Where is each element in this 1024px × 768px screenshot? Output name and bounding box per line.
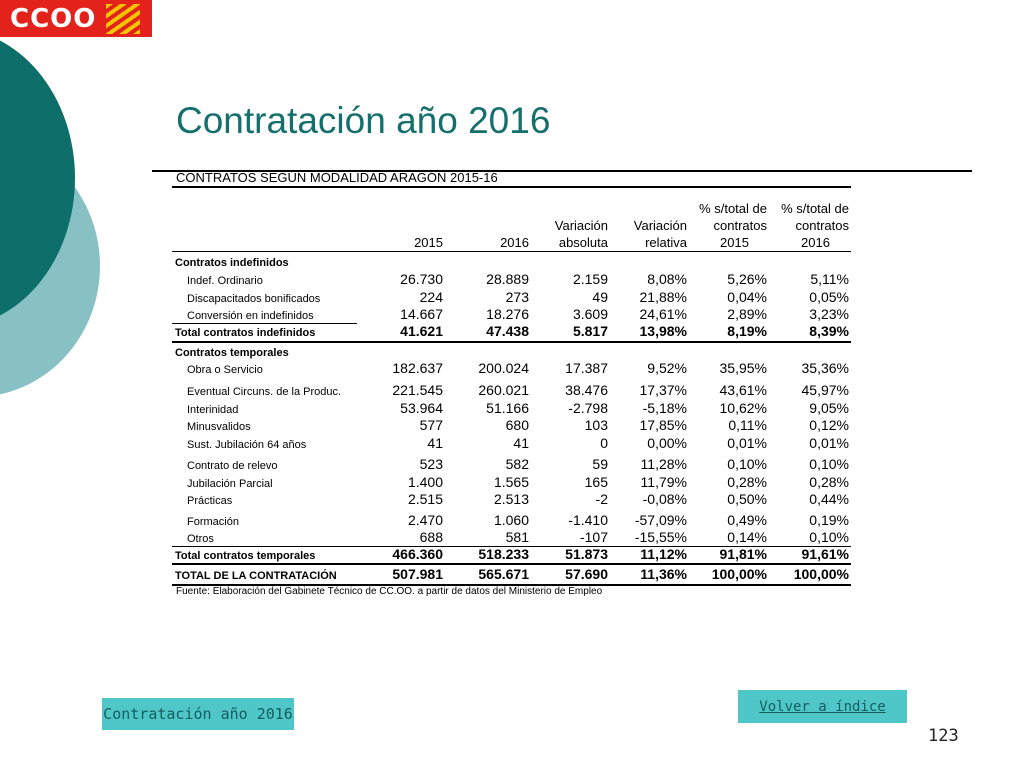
ccoo-logo [0, 0, 152, 37]
table-row: Discapacitados bonificados 224 273 49 21,88% 0,04% 0,05% [187, 289, 849, 305]
table-caption: CONTRATOS SEGÚN MODALIDAD ARAGÓN 2015-16 [176, 170, 498, 185]
table-row: Sust. Jubilación 64 años 41 41 0 0,00% 0,01% 0,01% [187, 435, 849, 451]
header-pct-2015: % s/total de contratos 2015 [699, 201, 767, 250]
table-source-note: Fuente: Elaboración del Gabinete Técnico de CC.OO. a partir de datos del Ministerio de Empleo [176, 586, 603, 597]
table-top-rule [172, 186, 851, 188]
grand-total-row: TOTAL DE LA CONTRATACIÓN 507.981 565.671 57.690 11,36% 100,00% 100,00% [175, 566, 849, 582]
page-title: Contratación año 2016 [176, 100, 551, 141]
page-number: 123 [928, 726, 959, 746]
header-2015: 2015 [414, 235, 443, 250]
table-row: Jubilación Parcial 1.400 1.565 165 11,79% 0,28% 0,28% [187, 474, 849, 490]
table-row: Formación 2.470 1.060 -1.410 -57,09% 0,49% 0,19% [187, 512, 849, 528]
table-row: Contrato de relevo 523 582 59 11,28% 0,10% 0,10% [187, 456, 849, 472]
total-row-temporales: Total contratos temporales 466.360 518.233 51.873 11,12% 91,81% 91,61% [175, 546, 849, 562]
table-row: Prácticas 2.515 2.513 -2 -0,08% 0,50% 0,44% [187, 491, 849, 507]
table-row: Interinidad 53.964 51.166 -2.798 -5,18% 10,62% 9,05% [187, 400, 849, 416]
table-row: Otros 688 581 -107 -15,55% 0,14% 0,10% [187, 529, 849, 545]
aragon-flag-icon [106, 4, 140, 34]
table-row: Eventual Circuns. de la Produc. 221.545 260.021 38.476 17,37% 43,61% 45,97% [187, 382, 849, 398]
section-indefinidos: Contratos indefinidos [175, 257, 289, 269]
logo-text: CCOO [10, 3, 97, 34]
back-to-index-link[interactable]: Volver a índice [738, 690, 907, 723]
header-variacion-relativa: Variación relativa [633, 218, 687, 250]
table-row: Conversión en indefinidos 14.667 18.276 3.609 24,61% 2,89% 3,23% [187, 306, 849, 322]
header-variacion-absoluta: Variación absoluta [554, 218, 608, 250]
table-row: Indef. Ordinario 26.730 28.889 2.159 8,08% 5,26% 5,11% [187, 271, 849, 287]
section-label-badge: Contratación año 2016 [102, 698, 294, 730]
table-row: Obra o Servicio 182.637 200.024 17.387 9,52% 35,95% 35,36% [187, 360, 849, 376]
total-row-indefinidos: Total contratos indefinidos 41.621 47.438 5.817 13,98% 8,19% 8,39% [175, 323, 849, 339]
table-row: Minusvalidos 577 680 103 17,85% 0,11% 0,12% [187, 417, 849, 433]
header-pct-2016: % s/total de contratos 2016 [781, 201, 849, 250]
section-temporales: Contratos temporales [175, 347, 289, 359]
header-2016: 2016 [500, 235, 529, 250]
